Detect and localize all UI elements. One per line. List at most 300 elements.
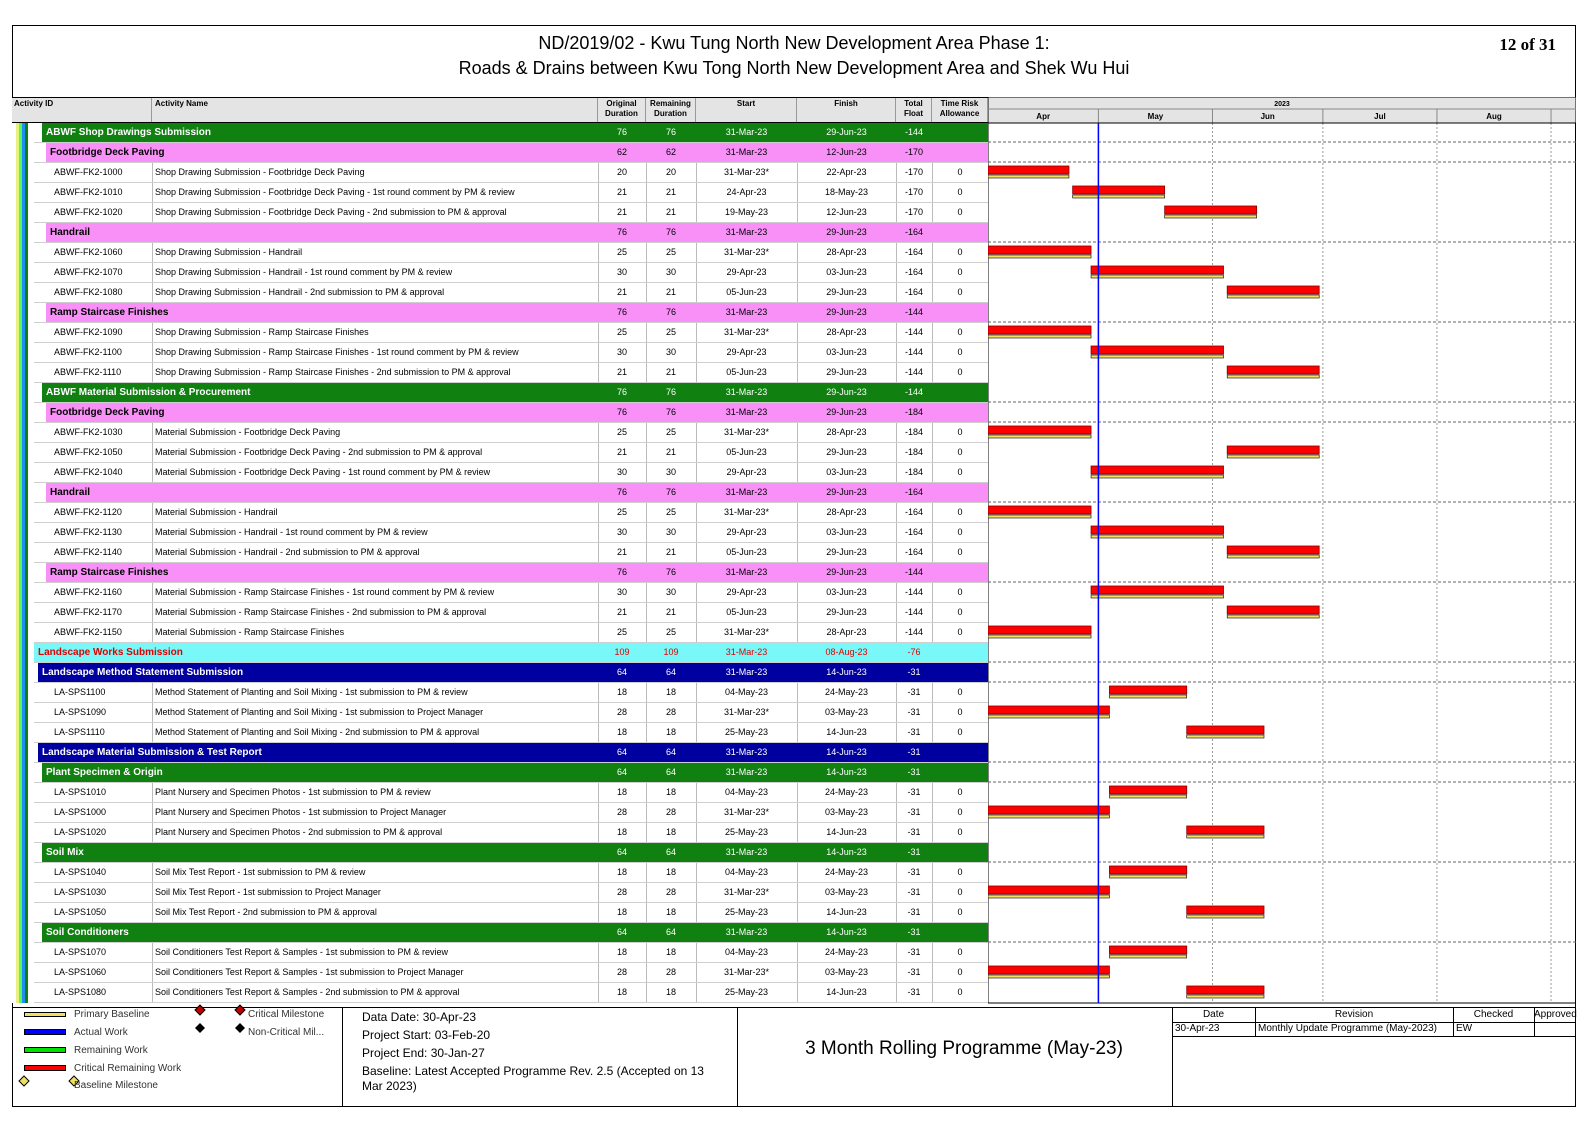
column-divider bbox=[797, 943, 798, 962]
timeline-month-label: Jul bbox=[1374, 112, 1386, 121]
col-activity-id: Activity ID bbox=[12, 98, 152, 122]
wbs-indent-bar bbox=[12, 603, 34, 623]
cell-tf: -144 bbox=[904, 367, 923, 377]
column-divider bbox=[797, 583, 798, 602]
col-start: Start bbox=[696, 98, 797, 122]
cell-rd: 76 bbox=[665, 487, 676, 497]
column-divider bbox=[646, 803, 647, 822]
cell-od: 21 bbox=[616, 607, 627, 617]
column-divider bbox=[152, 943, 153, 962]
column-divider bbox=[646, 983, 647, 1002]
cell-tf: -31 bbox=[907, 927, 921, 937]
column-divider bbox=[696, 363, 697, 382]
column-divider bbox=[797, 243, 798, 262]
column-divider bbox=[646, 883, 647, 902]
group-row[interactable] bbox=[12, 143, 988, 163]
cell-rd: 30 bbox=[665, 527, 676, 537]
footer-divider bbox=[342, 1008, 343, 1106]
table-row[interactable] bbox=[12, 163, 988, 183]
footer bbox=[12, 1007, 1576, 1107]
group-name: Handrail bbox=[50, 227, 91, 238]
data-date: Data Date: 30-Apr-23 bbox=[362, 1010, 477, 1024]
column-divider bbox=[696, 603, 697, 622]
cell-od: 28 bbox=[616, 807, 627, 817]
cell-ra: 0 bbox=[957, 347, 963, 357]
activity-name: Soil Mix Test Report - 2nd submission to PM & approval bbox=[155, 907, 377, 917]
cell-tf: -164 bbox=[904, 247, 923, 257]
activity-id: LA-SPS1040 bbox=[54, 867, 107, 877]
cell-ra bbox=[932, 223, 988, 242]
wbs-indent-bar bbox=[12, 123, 34, 143]
baseline-bar bbox=[1187, 915, 1264, 918]
cell-finish: 29-Jun-23 bbox=[826, 447, 867, 457]
cell-finish: 29-Jun-23 bbox=[826, 287, 867, 297]
cell-od: 76 bbox=[616, 227, 627, 237]
group-row[interactable] bbox=[12, 743, 988, 763]
table-row[interactable] bbox=[12, 443, 988, 463]
cell-start: 31-Mar-23 bbox=[725, 227, 768, 237]
critical-remaining-bar bbox=[1187, 726, 1264, 734]
wbs-indent-bar bbox=[12, 483, 34, 503]
wbs-indent-bar bbox=[12, 723, 34, 743]
cell-rd: 30 bbox=[665, 587, 676, 597]
cell-od: 18 bbox=[616, 727, 627, 737]
cell-rd: 21 bbox=[665, 547, 676, 557]
cell-ra: 0 bbox=[957, 467, 963, 477]
column-divider bbox=[932, 543, 933, 562]
cell-ra: 0 bbox=[957, 987, 963, 997]
cell-start: 31-Mar-23* bbox=[723, 887, 770, 897]
column-divider bbox=[598, 723, 599, 742]
critical-remaining-bar bbox=[1091, 346, 1223, 354]
column-divider bbox=[646, 723, 647, 742]
activity-name: Shop Drawing Submission - Ramp Staircase Finishes bbox=[155, 327, 369, 337]
column-divider bbox=[696, 583, 697, 602]
column-divider bbox=[646, 283, 647, 302]
table-header bbox=[12, 97, 988, 123]
cell-ra bbox=[932, 643, 988, 662]
column-divider bbox=[598, 443, 599, 462]
cell-finish: 14-Jun-23 bbox=[826, 747, 867, 757]
column-divider bbox=[646, 823, 647, 842]
critical-remaining-bar bbox=[1227, 366, 1319, 374]
group-row[interactable] bbox=[12, 303, 988, 323]
column-divider bbox=[797, 683, 798, 702]
table-row[interactable] bbox=[12, 283, 988, 303]
wbs-indent-bar bbox=[12, 663, 34, 683]
group-row[interactable] bbox=[12, 383, 988, 403]
column-divider bbox=[696, 863, 697, 882]
activity-id: ABWF-FK2-1060 bbox=[54, 247, 123, 257]
column-divider bbox=[152, 283, 153, 302]
column-divider bbox=[598, 343, 599, 362]
cell-od: 30 bbox=[616, 267, 627, 277]
rev-h-revision: Revision bbox=[1334, 1009, 1374, 1020]
cell-rd: 28 bbox=[665, 707, 676, 717]
cell-rd: 76 bbox=[665, 567, 676, 577]
column-divider bbox=[932, 603, 933, 622]
critical-remaining-bar bbox=[1091, 466, 1223, 474]
wbs-indent-bar bbox=[12, 303, 34, 323]
column-divider bbox=[152, 703, 153, 722]
column-divider bbox=[896, 823, 897, 842]
column-divider bbox=[152, 443, 153, 462]
activity-name: Plant Nursery and Specimen Photos - 1st submission to Project Manager bbox=[155, 807, 447, 817]
column-divider bbox=[932, 323, 933, 342]
baseline-bar bbox=[1091, 595, 1223, 598]
critical-remaining-bar bbox=[1187, 826, 1264, 834]
table-row[interactable] bbox=[12, 823, 988, 843]
column-divider bbox=[797, 983, 798, 1002]
activity-id: ABWF-FK2-1090 bbox=[54, 327, 123, 337]
table-row[interactable] bbox=[12, 463, 988, 483]
cell-ra: 0 bbox=[957, 367, 963, 377]
wbs-indent-bar bbox=[12, 903, 34, 923]
cell-ra: 0 bbox=[957, 627, 963, 637]
table-row[interactable] bbox=[12, 263, 988, 283]
table-row[interactable] bbox=[12, 603, 988, 623]
column-divider bbox=[896, 903, 897, 922]
column-divider bbox=[797, 503, 798, 522]
table-row[interactable] bbox=[12, 203, 988, 223]
cell-start: 29-Apr-23 bbox=[726, 347, 767, 357]
column-divider bbox=[696, 163, 697, 182]
table-row[interactable] bbox=[12, 343, 988, 363]
column-divider bbox=[932, 683, 933, 702]
column-divider bbox=[932, 883, 933, 902]
table-row[interactable] bbox=[12, 623, 988, 643]
cell-finish: 03-Jun-23 bbox=[826, 587, 867, 597]
cell-finish: 12-Jun-23 bbox=[826, 207, 867, 217]
column-divider bbox=[598, 583, 599, 602]
cell-ra: 0 bbox=[957, 787, 963, 797]
cell-tf: -31 bbox=[907, 707, 921, 717]
column-divider bbox=[696, 203, 697, 222]
table-row[interactable] bbox=[12, 943, 988, 963]
group-row[interactable] bbox=[12, 563, 988, 583]
col-od-line1: Original bbox=[606, 99, 637, 108]
baseline-bar bbox=[1187, 995, 1264, 998]
column-divider bbox=[598, 543, 599, 562]
activity-name: Material Submission - Footbridge Deck Paving bbox=[155, 427, 341, 437]
cell-finish: 28-Apr-23 bbox=[826, 507, 867, 517]
cell-od: 28 bbox=[616, 707, 627, 717]
activity-name: Shop Drawing Submission - Handrail bbox=[155, 247, 303, 257]
column-divider bbox=[152, 723, 153, 742]
column-divider bbox=[646, 263, 647, 282]
activity-id: ABWF-FK2-1110 bbox=[54, 367, 122, 377]
cell-start: 05-Jun-23 bbox=[726, 367, 767, 377]
cell-ra: 0 bbox=[957, 327, 963, 337]
cell-tf: -164 bbox=[904, 487, 923, 497]
column-divider bbox=[598, 803, 599, 822]
table-row[interactable] bbox=[12, 963, 988, 983]
group-row[interactable] bbox=[12, 663, 988, 683]
table-row[interactable] bbox=[12, 363, 988, 383]
cell-od: 109 bbox=[614, 647, 630, 657]
col-original-duration bbox=[598, 98, 646, 122]
activity-name: Material Submission - Handrail - 1st round comment by PM & review bbox=[155, 527, 428, 537]
cell-ra: 0 bbox=[957, 867, 963, 877]
cell-start: 05-Jun-23 bbox=[726, 547, 767, 557]
cell-tf: -144 bbox=[904, 607, 923, 617]
column-divider bbox=[696, 963, 697, 982]
critical-remaining-bar bbox=[1227, 546, 1319, 554]
wbs-indent-bar bbox=[12, 203, 34, 223]
column-divider bbox=[932, 343, 933, 362]
column-divider bbox=[932, 163, 933, 182]
critical-remaining-bar bbox=[988, 626, 1091, 634]
column-divider bbox=[598, 203, 599, 222]
table-row[interactable] bbox=[12, 683, 988, 703]
table-row[interactable] bbox=[12, 903, 988, 923]
column-divider bbox=[896, 243, 897, 262]
critical-remaining-bar bbox=[1227, 606, 1319, 614]
column-divider bbox=[646, 683, 647, 702]
cell-finish: 03-Jun-23 bbox=[826, 467, 867, 477]
column-divider bbox=[696, 523, 697, 542]
column-divider bbox=[696, 243, 697, 262]
column-divider bbox=[896, 263, 897, 282]
cell-start: 31-Mar-23 bbox=[725, 767, 768, 777]
cell-ra bbox=[932, 383, 988, 402]
cell-tf: -170 bbox=[904, 207, 923, 217]
column-divider bbox=[646, 543, 647, 562]
table-row[interactable] bbox=[12, 503, 988, 523]
group-row[interactable] bbox=[12, 843, 988, 863]
cell-finish: 28-Apr-23 bbox=[826, 427, 867, 437]
critical-remaining-bar bbox=[988, 886, 1109, 894]
cell-rd: 64 bbox=[665, 747, 676, 757]
cell-od: 25 bbox=[616, 507, 627, 517]
group-row[interactable] bbox=[12, 403, 988, 423]
table-row[interactable] bbox=[12, 983, 988, 1003]
group-row[interactable] bbox=[12, 483, 988, 503]
cell-finish: 12-Jun-23 bbox=[826, 147, 867, 157]
cell-od: 25 bbox=[616, 427, 627, 437]
table-row[interactable] bbox=[12, 183, 988, 203]
column-divider bbox=[896, 963, 897, 982]
column-divider bbox=[598, 683, 599, 702]
cell-ra: 0 bbox=[957, 187, 963, 197]
column-divider bbox=[896, 543, 897, 562]
wbs-indent-bar bbox=[12, 383, 34, 403]
column-divider bbox=[696, 543, 697, 562]
cell-od: 64 bbox=[616, 667, 627, 677]
column-divider bbox=[896, 323, 897, 342]
timeline-month-label: Aug bbox=[1486, 112, 1502, 121]
wbs-indent-bar bbox=[12, 223, 34, 243]
activity-name: Material Submission - Ramp Staircase Finishes - 2nd submission to PM & approval bbox=[155, 607, 487, 617]
cell-start: 31-Mar-23* bbox=[723, 967, 770, 977]
cell-ra: 0 bbox=[957, 727, 963, 737]
activity-name: Method Statement of Planting and Soil Mixing - 1st submission to Project Manager bbox=[155, 707, 484, 717]
cell-start: 31-Mar-23* bbox=[723, 167, 770, 177]
group-row[interactable] bbox=[12, 763, 988, 783]
table-row[interactable] bbox=[12, 863, 988, 883]
table-row[interactable] bbox=[12, 243, 988, 263]
column-divider bbox=[696, 783, 697, 802]
column-divider bbox=[896, 183, 897, 202]
col-rd-line1: Remaining bbox=[650, 99, 691, 108]
cell-finish: 18-May-23 bbox=[824, 187, 869, 197]
activity-name: Soil Conditioners Test Report & Samples - 1st submission to Project Manager bbox=[155, 967, 464, 977]
cell-start: 05-Jun-23 bbox=[726, 607, 767, 617]
activity-name: Material Submission - Handrail bbox=[155, 507, 278, 517]
table-row[interactable] bbox=[12, 583, 988, 603]
activity-name: Shop Drawing Submission - Ramp Staircase Finishes - 1st round comment by PM & review bbox=[155, 347, 519, 357]
critical-remaining-bar bbox=[1109, 786, 1186, 794]
activity-name: Plant Nursery and Specimen Photos - 2nd submission to PM & approval bbox=[155, 827, 443, 837]
column-divider bbox=[932, 703, 933, 722]
cell-start: 31-Mar-23 bbox=[725, 927, 768, 937]
column-divider bbox=[646, 203, 647, 222]
gantt-chart bbox=[988, 97, 1576, 1007]
column-divider bbox=[598, 363, 599, 382]
cell-finish: 14-Jun-23 bbox=[826, 907, 867, 917]
cell-tf: -31 bbox=[907, 767, 921, 777]
group-row[interactable] bbox=[12, 223, 988, 243]
cell-start: 25-May-23 bbox=[724, 827, 769, 837]
cell-tf: -31 bbox=[907, 747, 921, 757]
project-start: Project Start: 03-Feb-20 bbox=[362, 1028, 491, 1042]
column-divider bbox=[598, 703, 599, 722]
group-row[interactable] bbox=[12, 643, 988, 663]
column-divider bbox=[797, 703, 798, 722]
table-row[interactable] bbox=[12, 543, 988, 563]
cell-tf: -144 bbox=[904, 627, 923, 637]
wbs-indent-bar bbox=[12, 363, 34, 383]
cell-od: 64 bbox=[616, 767, 627, 777]
timeline-month-label: Apr bbox=[1036, 112, 1051, 121]
cell-od: 18 bbox=[616, 987, 627, 997]
table-row[interactable] bbox=[12, 423, 988, 443]
activity-name: Material Submission - Ramp Staircase Finishes bbox=[155, 627, 345, 637]
rev-h-checked: Checked bbox=[1473, 1009, 1514, 1020]
cell-tf: -31 bbox=[907, 687, 921, 697]
cell-finish: 14-Jun-23 bbox=[826, 827, 867, 837]
activity-name: Soil Mix Test Report - 1st submission to Project Manager bbox=[155, 887, 381, 897]
cell-od: 76 bbox=[616, 487, 627, 497]
rev-revision: Monthly Update Programme (May-2023) bbox=[1258, 1023, 1437, 1034]
cell-start: 31-Mar-23 bbox=[725, 407, 768, 417]
wbs-indent-bar bbox=[12, 463, 34, 483]
table-row[interactable] bbox=[12, 803, 988, 823]
baseline-bar bbox=[1187, 835, 1264, 838]
wbs-indent-bar bbox=[12, 423, 34, 443]
column-divider bbox=[797, 963, 798, 982]
cell-finish: 08-Aug-23 bbox=[825, 647, 868, 657]
column-divider bbox=[152, 823, 153, 842]
table-row[interactable] bbox=[12, 723, 988, 743]
column-divider bbox=[598, 783, 599, 802]
column-divider bbox=[646, 463, 647, 482]
column-divider bbox=[646, 903, 647, 922]
column-divider bbox=[598, 463, 599, 482]
cell-rd: 30 bbox=[665, 467, 676, 477]
cell-finish: 29-Jun-23 bbox=[826, 407, 867, 417]
table-row[interactable] bbox=[12, 783, 988, 803]
cell-ra: 0 bbox=[957, 967, 963, 977]
wbs-indent-bar bbox=[12, 403, 34, 423]
column-divider bbox=[896, 883, 897, 902]
column-divider bbox=[932, 503, 933, 522]
cell-ra bbox=[932, 663, 988, 682]
cell-rd: 18 bbox=[665, 987, 676, 997]
cell-od: 76 bbox=[616, 407, 627, 417]
wbs-indent-bar bbox=[12, 563, 34, 583]
legend-critical-milestone: Critical Milestone bbox=[248, 1009, 325, 1020]
cell-start: 29-Apr-23 bbox=[726, 527, 767, 537]
wbs-indent-bar bbox=[12, 243, 34, 263]
column-divider bbox=[152, 363, 153, 382]
cell-rd: 64 bbox=[665, 767, 676, 777]
baseline-bar bbox=[988, 975, 1109, 978]
cell-finish: 29-Jun-23 bbox=[826, 227, 867, 237]
cell-od: 64 bbox=[616, 927, 627, 937]
cell-start: 31-Mar-23* bbox=[723, 327, 770, 337]
cell-rd: 28 bbox=[665, 967, 676, 977]
column-divider bbox=[152, 423, 153, 442]
cell-finish: 03-Jun-23 bbox=[826, 527, 867, 537]
column-divider bbox=[696, 423, 697, 442]
cell-ra bbox=[932, 143, 988, 162]
column-divider bbox=[646, 783, 647, 802]
activity-name: Soil Conditioners Test Report & Samples - 1st submission to PM & review bbox=[155, 947, 448, 957]
group-row[interactable] bbox=[12, 123, 988, 143]
column-divider bbox=[646, 943, 647, 962]
activity-id: LA-SPS1110 bbox=[54, 727, 105, 737]
cell-finish: 29-Jun-23 bbox=[826, 367, 867, 377]
critical-remaining-bar bbox=[988, 166, 1069, 174]
group-row[interactable] bbox=[12, 923, 988, 943]
cell-rd: 76 bbox=[665, 307, 676, 317]
activity-id: ABWF-FK2-1160 bbox=[54, 587, 122, 597]
column-divider bbox=[896, 363, 897, 382]
group-name: Ramp Staircase Finishes bbox=[50, 307, 169, 318]
column-divider bbox=[598, 883, 599, 902]
table-row[interactable] bbox=[12, 323, 988, 343]
table-row[interactable] bbox=[12, 703, 988, 723]
cell-tf: -144 bbox=[904, 307, 923, 317]
column-divider bbox=[896, 443, 897, 462]
cell-finish: 29-Jun-23 bbox=[826, 607, 867, 617]
baseline-bar bbox=[1109, 875, 1186, 878]
wbs-indent-bar bbox=[12, 983, 34, 1003]
cell-ra: 0 bbox=[957, 267, 963, 277]
column-divider bbox=[696, 443, 697, 462]
wbs-indent-bar bbox=[12, 943, 34, 963]
wbs-indent-bar bbox=[12, 343, 34, 363]
cell-tf: -144 bbox=[904, 127, 923, 137]
column-divider bbox=[932, 203, 933, 222]
cell-od: 76 bbox=[616, 567, 627, 577]
cell-finish: 29-Jun-23 bbox=[826, 487, 867, 497]
cell-finish: 14-Jun-23 bbox=[826, 667, 867, 677]
cell-finish: 24-May-23 bbox=[824, 787, 869, 797]
table-row[interactable] bbox=[12, 883, 988, 903]
cell-start: 31-Mar-23* bbox=[723, 427, 770, 437]
baseline-info: Baseline: Latest Accepted Programme Rev. 2.5 (Accepted on 13 Mar 2023) bbox=[362, 1064, 704, 1093]
column-divider bbox=[896, 523, 897, 542]
table-row[interactable] bbox=[12, 523, 988, 543]
cell-tf: -31 bbox=[907, 987, 921, 997]
column-divider bbox=[696, 823, 697, 842]
column-divider bbox=[598, 323, 599, 342]
cell-tf: -164 bbox=[904, 527, 923, 537]
cell-rd: 25 bbox=[665, 507, 676, 517]
activity-id: ABWF-FK2-1000 bbox=[54, 167, 123, 177]
